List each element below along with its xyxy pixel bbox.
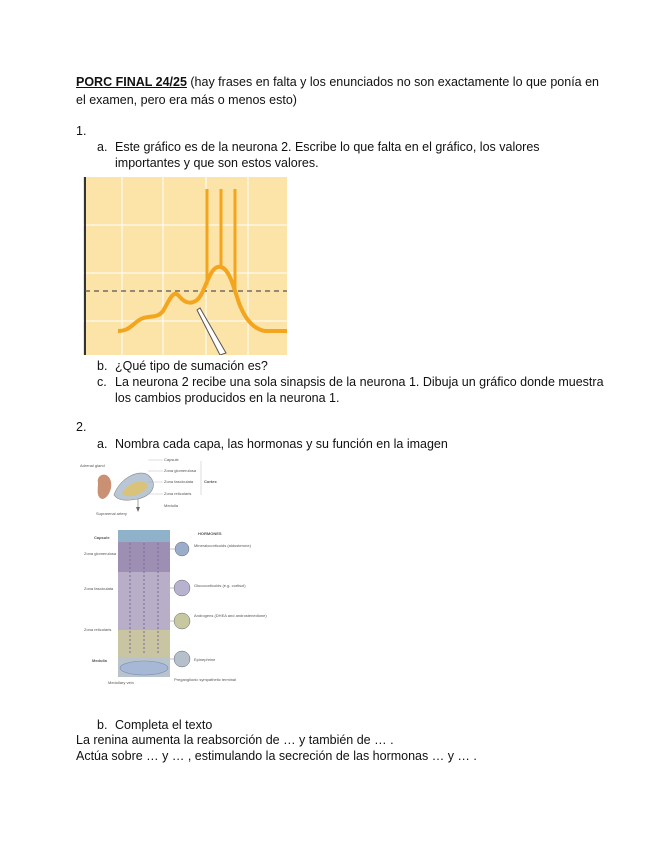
label-suprarenal-artery: Suprarenal artery [96, 511, 127, 516]
q2-b-text: Completa el texto [115, 718, 213, 732]
label-zr-top: Zona reticularis [164, 491, 192, 496]
label-cortex: Cortex [204, 479, 217, 484]
label-zona-glomerulosa: Zona glomerulosa [84, 551, 117, 556]
q1-c-label: c. [97, 375, 107, 389]
capsule-layer [118, 530, 170, 542]
label-preganglionic: Preganglionic sympathetic terminal [174, 677, 237, 682]
q1-a-label: a. [97, 140, 108, 154]
intro-text-2: el examen, pero era más o menos esto) [76, 93, 297, 107]
q2-a-label: a. [97, 437, 108, 451]
label-medullary-vein: Medullary vein [108, 680, 134, 685]
q1-b-text: ¿Qué tipo de sumación es? [115, 359, 268, 373]
cell-reticularis [174, 613, 190, 629]
kidney-shape [98, 475, 112, 499]
question-2-number: 2. [76, 420, 87, 434]
q1-a-line-2: importantes y que son estos valores. [115, 156, 319, 170]
medullary-vein-shape [120, 661, 168, 675]
label-medulla: Medulla [92, 658, 107, 663]
q2-fill-line-2: Actúa sobre … y … , estimulando la secreción de las hormonas … y … . [76, 749, 477, 763]
hormone-4: Epinephrine [194, 657, 216, 662]
membrane-potential-graph [83, 177, 287, 355]
question-1-number: 1. [76, 124, 87, 138]
cell-medulla [174, 651, 190, 667]
q2-fill-line-1: La renina aumenta la reabsorción de … y también de … . [76, 733, 394, 747]
cell-glomerulosa [175, 542, 189, 556]
label-hormones: HORMONES [198, 531, 222, 536]
label-medulla-top: Medulla [164, 503, 179, 508]
q2-a-text: Nombra cada capa, las hormonas y su función en la imagen [115, 437, 448, 451]
label-zona-reticularis: Zona reticularis [84, 627, 112, 632]
intro-text-1: (hay frases en falta y los enunciados no son exactamente lo que ponía en [186, 75, 599, 89]
label-zf-top: Zona fasciculata [164, 479, 194, 484]
down-arrow [136, 507, 140, 512]
header-line-1 [76, 74, 599, 90]
label-capsule: Capsule [94, 535, 110, 540]
label-adrenal-gland: Adrenal gland [80, 463, 105, 468]
hormone-2: Glucocorticoids (e.g. cortisol) [194, 583, 246, 588]
label-zona-fasciculata: Zona fasciculata [84, 586, 114, 591]
q1-b-label: b. [97, 359, 108, 373]
hormone-3: Androgens (DHEA and androstenedione) [194, 613, 267, 618]
adrenal-gland-figure [78, 455, 268, 695]
q1-c-line-1: La neurona 2 recibe una sola sinapsis de la neurona 1. Dibuja un gráfico donde muestra [115, 375, 604, 389]
q1-a-line-1: Este gráfico es de la neurona 2. Escribe lo que falta en el gráfico, los valores [115, 140, 540, 154]
q2-b-label: b. [97, 718, 108, 732]
exam-title: PORC FINAL 24/25 [76, 75, 187, 89]
hormone-1: Mineralocorticoids (aldosterone) [194, 543, 251, 548]
label-capsule-top: Capsule [164, 457, 179, 462]
label-zg-top: Zona glomerulosa [164, 468, 197, 473]
q1-c-line-2: los cambios producidos en la neurona 1. [115, 391, 340, 405]
cell-fasciculata [174, 580, 190, 596]
